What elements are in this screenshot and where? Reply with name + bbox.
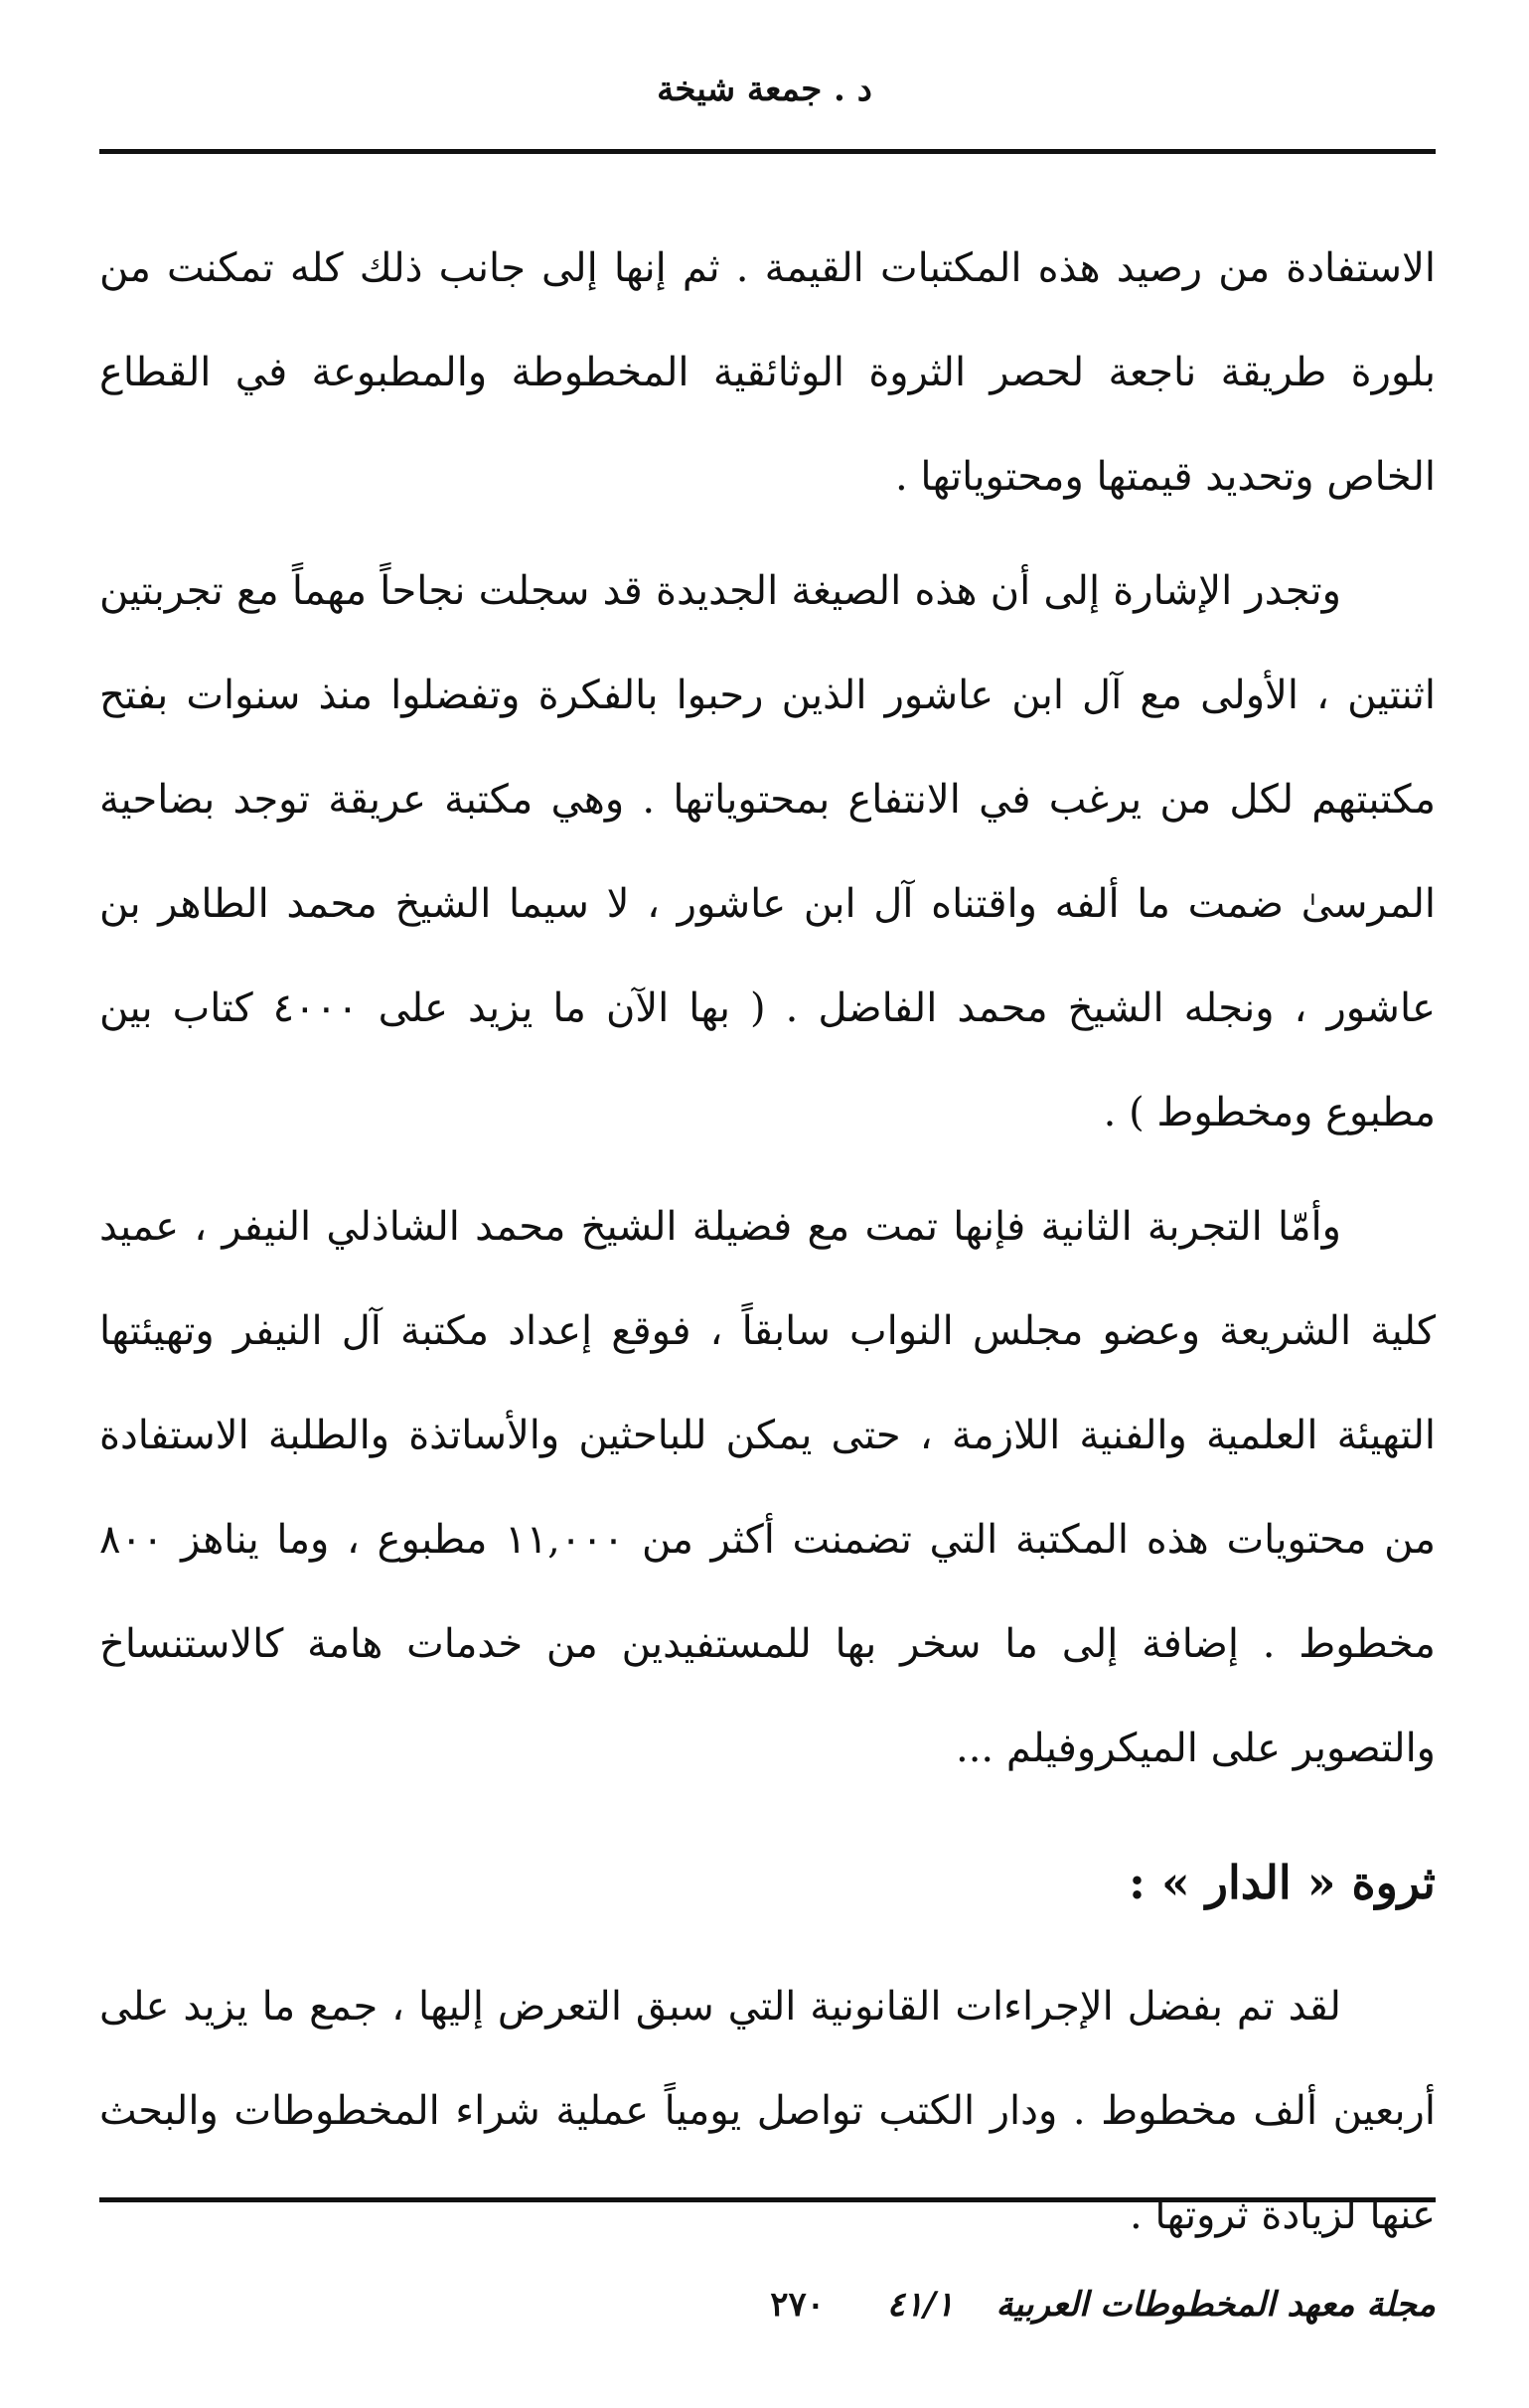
paragraph-3: وأمّا التجربة الثانية فإنها تمت مع فضيلة الشيخ محمد الشاذلي النيفر ، عميد كلية الشريعة وعضو مجلس النواب سابقاً ، فوقع إعداد مكتبة آل النيفر وتهيئتها التهيئة العلمية والفنية اللازمة ، حتى يمكن للباحثين والأساتذة والطلبة الاستفادة من محتويات هذه المكتبة التي تضمنت أكثر من ١١,٠٠٠ مطبوع ، وما يناهز ٨٠٠ مخطوط . إضافة إلى ما سخر بها للمستفيدين من خدمات هامة كالاستنساخ والتصوير على الميكروفيلم ...: [99, 1204, 1436, 1771]
footer-journal-title: مجلة معهد المخطوطات العربية: [995, 2285, 1436, 2325]
paragraph-1: الاستفادة من رصيد هذه المكتبات القيمة . ثم إنها إلى جانب ذلك كله تمكنت من بلورة طريقة ناجعة لحصر الثروة الوثائقية المخطوطة والمطبوعة في القطاع الخاص وتحديد قيمتها ومحتوياتها .: [99, 245, 1436, 500]
running-header-author: د . جمعة شيخة: [657, 70, 872, 109]
body-text: [99, 217, 1436, 2278]
footer-page-number: ٢٧٠: [770, 2285, 825, 2325]
section-heading: ثروة « الدار » :: [1129, 1856, 1436, 1909]
section-paragraph: لقد تم بفضل الإجراءات القانونية التي سبق التعرض إليها ، جمع ما يزيد على أربعين ألف مخطوط . ودار الكتب تواصل يومياً عملية شراء المخطوطات والبحث عنها لزيادة ثروتها .: [99, 1984, 1436, 2238]
footer-issue-number: ٤١/١: [886, 2285, 954, 2325]
footer-rule: [99, 2197, 1436, 2202]
paragraph-2: وتجدر الإشارة إلى أن هذه الصيغة الجديدة قد سجلت نجاحاً مهماً مع تجربتين اثنتين ، الأولى مع آل ابن عاشور الذين رحبوا بالفكرة وتفضلوا منذ سنوات بفتح مكتبتهم لكل من يرغب في الانتفاع بمحتوياتها . وهي مكتبة عريقة توجد بضاحية المرسىٰ ضمت ما ألفه واقتناه آل ابن عاشور ، لا سيما الشيخ محمد الطاهر بن عاشور ، ونجله الشيخ محمد الفاضل . ( بها الآن ما يزيد على ٤٠٠٠ كتاب بين مطبوع ومخطوط ) .: [99, 568, 1436, 1135]
header-rule: [99, 149, 1436, 154]
